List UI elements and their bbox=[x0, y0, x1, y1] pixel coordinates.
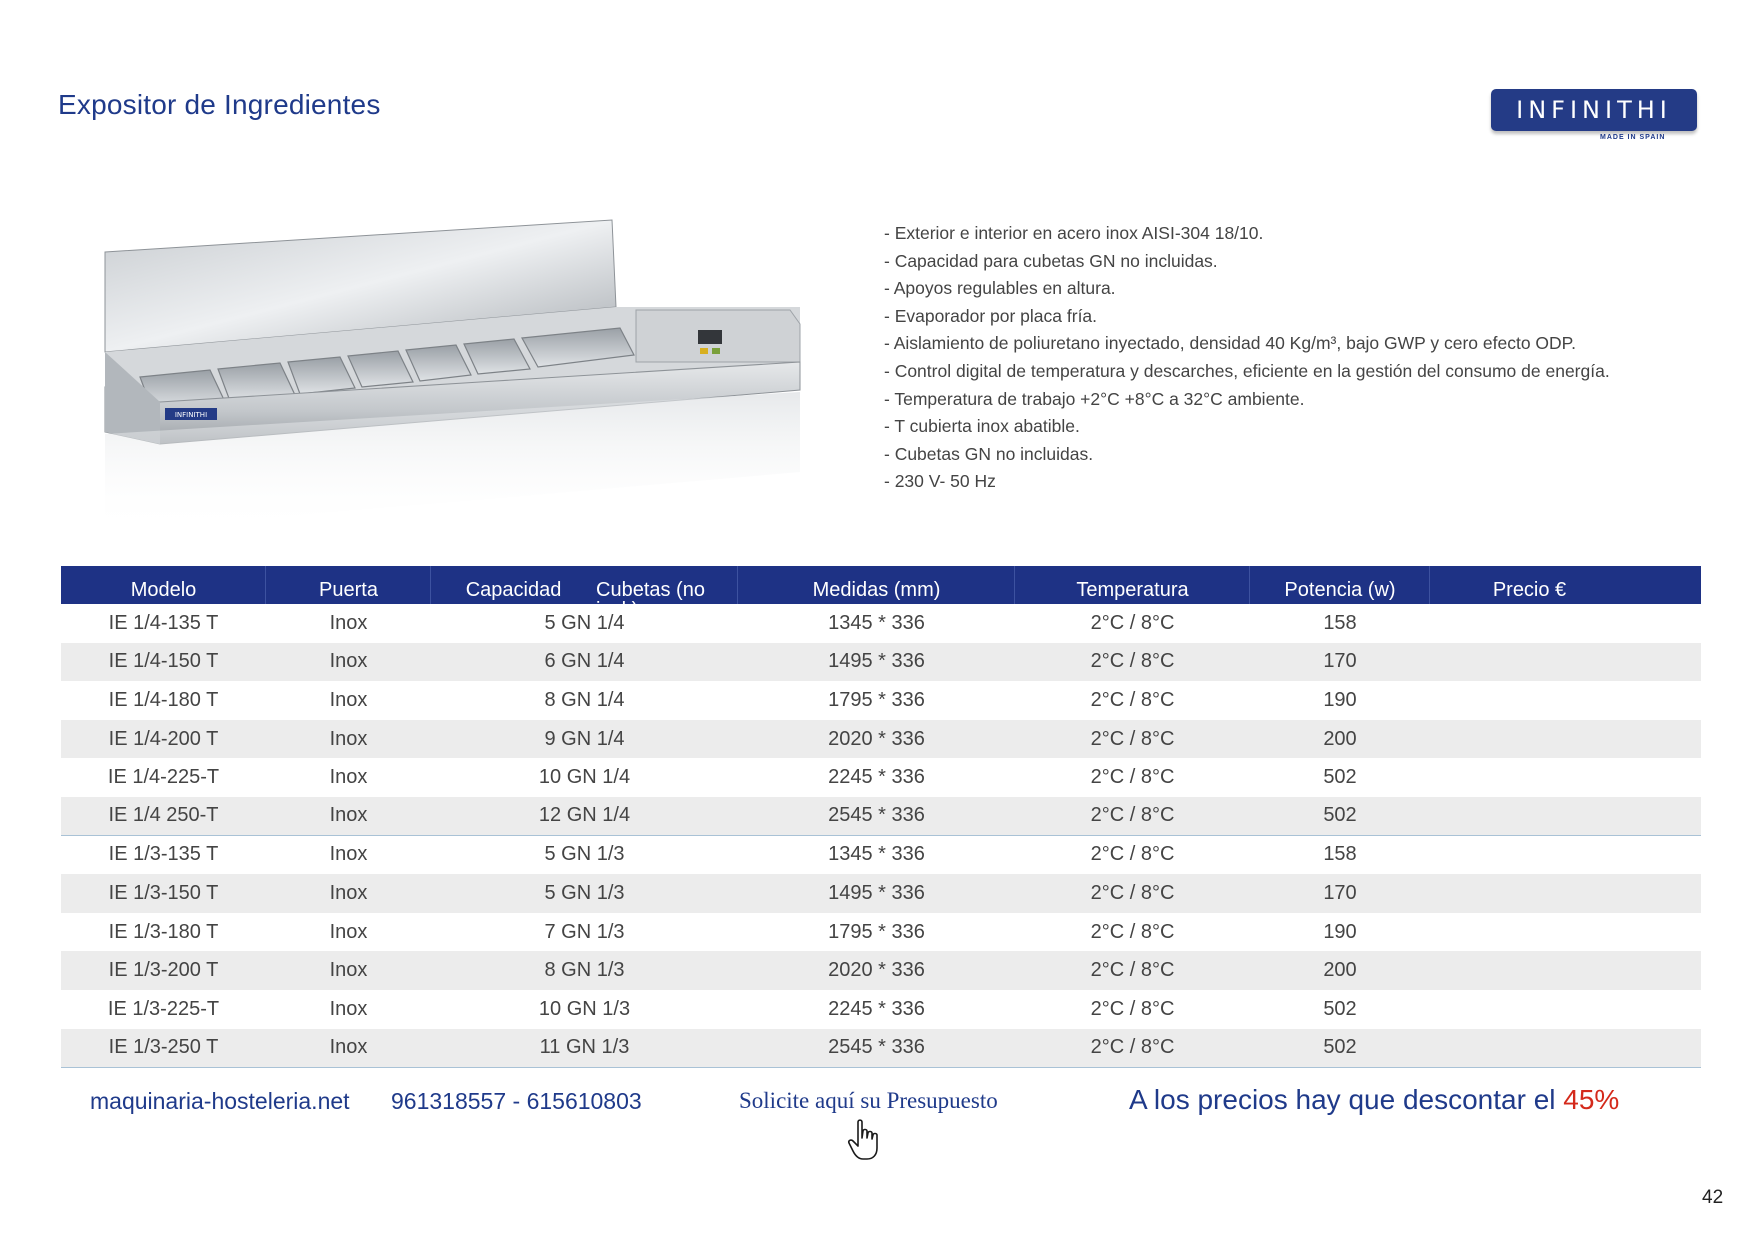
logo-brand-text: INFINITHI bbox=[1516, 96, 1672, 124]
cell-medidas: 1345 * 336 bbox=[828, 611, 925, 634]
cell-temperatura: 2°C / 8°C bbox=[1090, 959, 1175, 982]
cell-modelo: IE 1/4-150 T bbox=[108, 650, 219, 673]
cell-potencia: 200 bbox=[1323, 727, 1357, 750]
cell-potencia: 200 bbox=[1323, 959, 1357, 982]
cell-puerta: Inox bbox=[329, 804, 368, 827]
cell-medidas: 2020 * 336 bbox=[828, 727, 925, 750]
cell-potencia: 502 bbox=[1323, 804, 1357, 827]
phone-numbers: 961318557 - 615610803 bbox=[391, 1088, 642, 1114]
cell-puerta: Inox bbox=[329, 881, 368, 904]
header-precio: Precio € bbox=[1492, 579, 1567, 601]
feature-item: - Exterior e interior en acero inox AISI-304 18/10. bbox=[884, 223, 1264, 243]
header-medidas: Medidas (mm) bbox=[738, 566, 1015, 604]
cell-potencia: 502 bbox=[1323, 1036, 1357, 1059]
table-header bbox=[61, 566, 1701, 621]
cell-modelo: IE 1/4-225-T bbox=[107, 766, 220, 789]
table-row bbox=[61, 913, 1701, 952]
feature-item: - Apoyos regulables en altura. bbox=[884, 278, 1116, 299]
header-cubetas: Cubetas (no incl.) bbox=[596, 566, 738, 604]
cell-cubetas: 5 GN 1/3 bbox=[544, 843, 625, 866]
feature-item: - Aislamiento de poliuretano inyectado, densidad 40 Kg/m³, bajo GWP y cero efecto ODP. bbox=[884, 333, 1576, 354]
cell-puerta: Inox bbox=[329, 920, 368, 943]
page-number: 42 bbox=[1702, 1187, 1724, 1208]
cell-puerta: Inox bbox=[329, 1036, 368, 1059]
table-row bbox=[61, 1029, 1701, 1068]
cell-modelo: IE 1/3-225-T bbox=[107, 997, 220, 1020]
feature-item: - Cubetas GN no incluidas. bbox=[884, 443, 1094, 464]
feature-list bbox=[884, 220, 1610, 496]
cell-medidas: 1795 * 336 bbox=[828, 688, 925, 711]
cell-potencia: 170 bbox=[1323, 650, 1357, 673]
cell-temperatura: 2°C / 8°C bbox=[1090, 688, 1175, 711]
cell-cubetas: 7 GN 1/3 bbox=[544, 920, 625, 943]
cell-medidas: 2545 * 336 bbox=[828, 804, 925, 827]
cell-cubetas: 10 GN 1/4 bbox=[538, 766, 631, 789]
discount-notice bbox=[1129, 1084, 1619, 1116]
cell-modelo: IE 1/3-150 T bbox=[108, 881, 219, 904]
feature-item: - Temperatura de trabajo +2°C +8°C a 32°C ambiente. bbox=[884, 388, 1305, 409]
cell-medidas: 1495 * 336 bbox=[828, 650, 925, 673]
cell-temperatura: 2°C / 8°C bbox=[1090, 920, 1175, 943]
request-quote-link[interactable]: Solicite aquí su Presupuesto bbox=[739, 1088, 998, 1113]
cell-temperatura: 2°C / 8°C bbox=[1090, 997, 1175, 1020]
cell-modelo: IE 1/4 250-T bbox=[108, 804, 219, 827]
header-temperatura: Temperatura bbox=[1015, 566, 1250, 604]
cell-temperatura: 2°C / 8°C bbox=[1090, 881, 1175, 904]
cell-medidas: 1345 * 336 bbox=[828, 843, 925, 866]
feature-item: - Evaporador por placa fría. bbox=[884, 305, 1098, 326]
cell-medidas: 2245 * 336 bbox=[828, 997, 925, 1020]
cell-modelo: IE 1/4-200 T bbox=[108, 727, 219, 750]
cell-puerta: Inox bbox=[329, 650, 368, 673]
cell-cubetas: 5 GN 1/3 bbox=[544, 881, 625, 904]
table-row bbox=[61, 758, 1701, 797]
cell-puerta: Inox bbox=[329, 843, 368, 866]
table-row bbox=[61, 643, 1701, 682]
cell-cubetas: 8 GN 1/4 bbox=[544, 688, 625, 711]
cell-potencia: 170 bbox=[1323, 881, 1357, 904]
cell-potencia: 158 bbox=[1323, 843, 1357, 866]
cell-modelo: IE 1/3-135 T bbox=[108, 843, 219, 866]
table-row bbox=[61, 874, 1701, 913]
refrigerated-ingredient-display-photo bbox=[100, 212, 820, 552]
cell-puerta: Inox bbox=[329, 611, 368, 634]
cell-potencia: 190 bbox=[1323, 920, 1357, 943]
discount-value: 45% bbox=[1563, 1084, 1620, 1115]
infinithi-logo bbox=[1491, 89, 1697, 131]
cell-modelo: IE 1/3-250 T bbox=[108, 1036, 219, 1059]
pointer-hand-icon[interactable] bbox=[846, 1118, 886, 1162]
cell-temperatura: 2°C / 8°C bbox=[1090, 727, 1175, 750]
cell-temperatura: 2°C / 8°C bbox=[1090, 650, 1175, 673]
cell-cubetas: 6 GN 1/4 bbox=[544, 650, 625, 673]
cell-puerta: Inox bbox=[329, 688, 368, 711]
cell-modelo: IE 1/4-135 T bbox=[108, 611, 219, 634]
website-link[interactable]: maquinaria-hosteleria.net bbox=[90, 1088, 350, 1114]
cell-modelo: IE 1/4-180 T bbox=[108, 688, 219, 711]
cell-medidas: 2020 * 336 bbox=[828, 959, 925, 982]
cell-cubetas: 8 GN 1/3 bbox=[544, 959, 625, 982]
cell-temperatura: 2°C / 8°C bbox=[1090, 766, 1175, 789]
cell-puerta: Inox bbox=[329, 997, 368, 1020]
cell-potencia: 158 bbox=[1323, 611, 1357, 634]
header-potencia: Potencia (w) bbox=[1250, 566, 1430, 604]
cell-cubetas: 9 GN 1/4 bbox=[544, 727, 625, 750]
feature-item: - T cubierta inox abatible. bbox=[884, 416, 1080, 437]
feature-item: - 230 V- 50 Hz bbox=[884, 471, 996, 492]
discount-text: A los precios hay que descontar el bbox=[1129, 1084, 1556, 1115]
cell-medidas: 1495 * 336 bbox=[828, 881, 925, 904]
logo-tagline: MADE IN SPAIN bbox=[1600, 134, 1666, 141]
cell-potencia: 502 bbox=[1323, 997, 1357, 1020]
header-puerta: Puerta bbox=[266, 566, 431, 604]
table-row bbox=[61, 681, 1701, 720]
cell-potencia: 502 bbox=[1323, 766, 1357, 789]
page-title: Expositor de Ingredientes bbox=[58, 89, 381, 120]
cell-modelo: IE 1/3-180 T bbox=[108, 920, 219, 943]
table-row bbox=[61, 797, 1701, 836]
unit-badge-text: INFINITHI bbox=[174, 411, 208, 419]
cell-cubetas: 12 GN 1/4 bbox=[538, 804, 631, 827]
cell-temperatura: 2°C / 8°C bbox=[1090, 804, 1175, 827]
cell-puerta: Inox bbox=[329, 766, 368, 789]
cell-puerta: Inox bbox=[329, 727, 368, 750]
cell-potencia: 190 bbox=[1323, 688, 1357, 711]
header-capacidad: Capacidad bbox=[465, 579, 562, 601]
header-modelo: Modelo bbox=[61, 566, 266, 604]
cell-temperatura: 2°C / 8°C bbox=[1090, 1036, 1175, 1059]
price-table bbox=[61, 566, 1701, 1068]
cell-cubetas: 11 GN 1/3 bbox=[539, 1036, 630, 1059]
cell-medidas: 1795 * 336 bbox=[828, 920, 925, 943]
cell-temperatura: 2°C / 8°C bbox=[1090, 611, 1175, 634]
cell-medidas: 2245 * 336 bbox=[828, 766, 925, 789]
cell-puerta: Inox bbox=[329, 959, 368, 982]
cell-medidas: 2545 * 336 bbox=[828, 1036, 925, 1059]
table-row bbox=[61, 990, 1701, 1029]
table-row bbox=[61, 836, 1701, 875]
feature-item: - Capacidad para cubetas GN no incluidas. bbox=[884, 250, 1218, 271]
table-row bbox=[61, 720, 1701, 759]
feature-item: - Control digital de temperatura y descarches, eficiente en la gestión del consumo de energía. bbox=[884, 360, 1610, 381]
cell-cubetas: 10 GN 1/3 bbox=[538, 997, 631, 1020]
table-row bbox=[61, 604, 1701, 643]
cell-temperatura: 2°C / 8°C bbox=[1090, 843, 1175, 866]
table-row bbox=[61, 951, 1701, 990]
cell-modelo: IE 1/3-200 T bbox=[108, 959, 219, 982]
table-body bbox=[61, 604, 1701, 1068]
cell-cubetas: 5 GN 1/4 bbox=[544, 611, 625, 634]
